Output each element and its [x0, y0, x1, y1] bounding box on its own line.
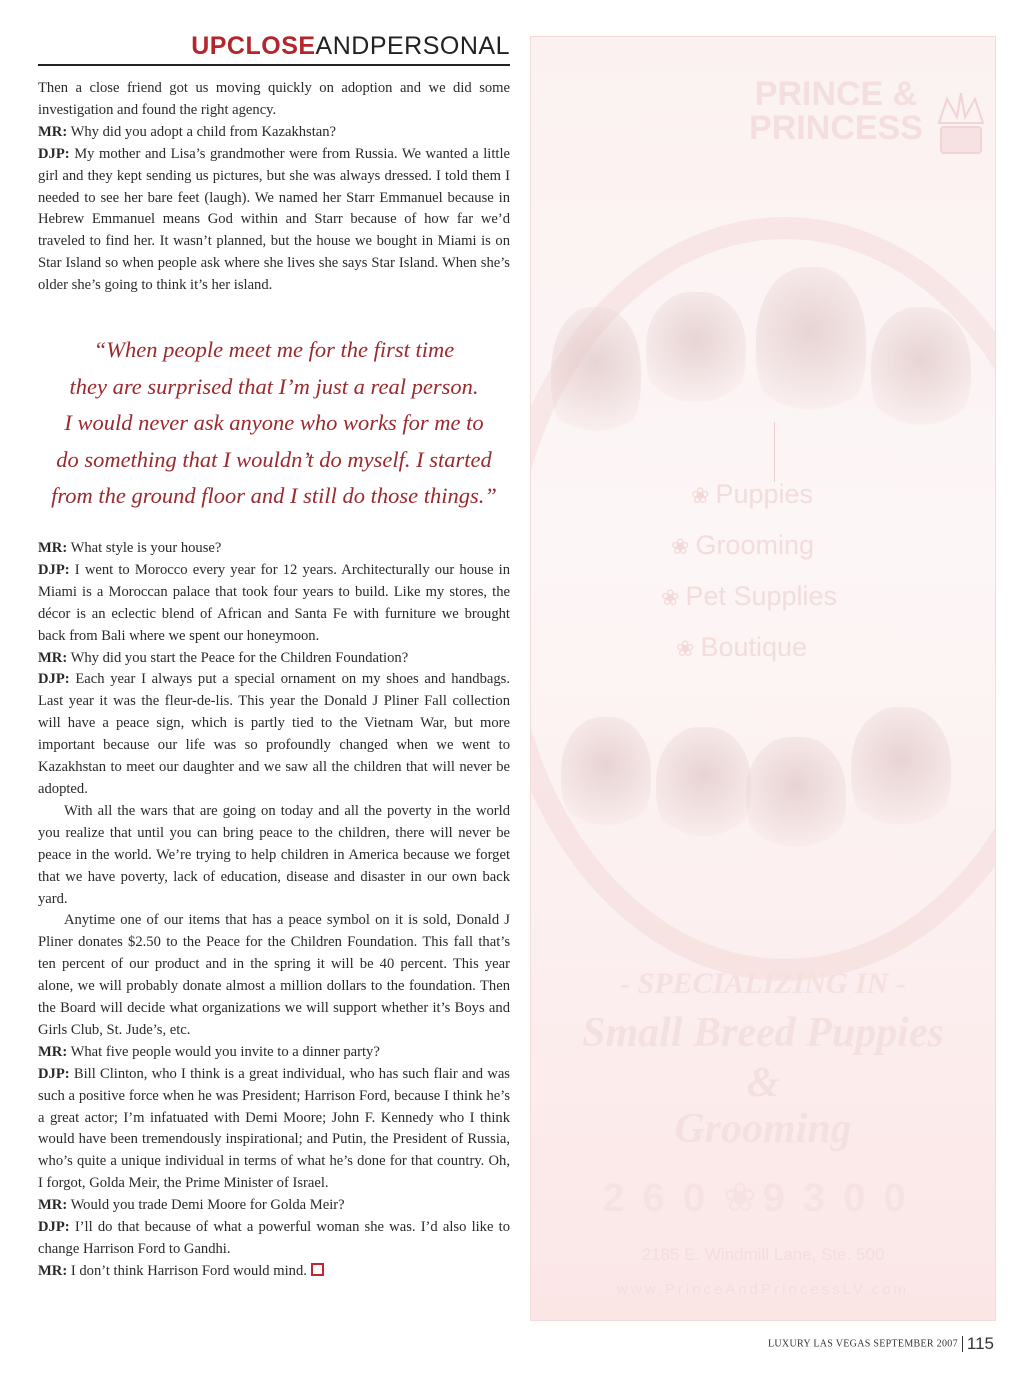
ad-logo [706, 77, 966, 145]
section-title-light: ANDPERSONAL [315, 32, 510, 60]
article-paragraph [38, 1042, 510, 1064]
puppy-photo [656, 727, 751, 847]
paragraph-text: Each year I always put a special ornament on my shoes and handbags. Last year it was the fleur-de-lis. This year the Donald J Pliner Fall collection will have a peace sign, which is partly tied to the Vietnam War, but more important because our life was so profoundly changed when we went to Kazakhstan to meet our daughter and we saw all the children that will never be adopted. [38, 671, 510, 797]
article-paragraph [38, 669, 510, 800]
page-number: 115 [966, 1334, 994, 1353]
ad-service-grooming [671, 530, 971, 561]
paragraph-text: With all the wars that are going on today and all the poverty in the world you realize that until you can bring peace to the children, there will never be peace in the world. We’re trying to help children in America because we forget that we have poverty, lack of education, disease and disaster in our own back yard. [38, 802, 510, 907]
puppy-photo [551, 307, 641, 447]
ad-tagline-line3: Grooming [674, 1106, 852, 1152]
speaker-label: MR: [38, 649, 68, 666]
pull-quote-line: do something that I wouldn’t do myself. I started [56, 446, 492, 472]
article-paragraph [38, 910, 510, 1041]
article-paragraph [38, 648, 510, 670]
ad-tagline-line2: & [746, 1060, 780, 1106]
end-mark-icon [311, 1263, 324, 1276]
paw-icon: ❀ [723, 1176, 763, 1220]
ad-website: www.PrinceAndPrincessLV.com [617, 1281, 909, 1298]
section-header [38, 30, 510, 66]
section-title [191, 30, 510, 62]
speaker-label: DJP: [38, 561, 70, 578]
article-paragraph [38, 1064, 510, 1195]
puppy-photo [746, 737, 846, 857]
ad-service-label: Puppies [715, 479, 814, 509]
header-rule [38, 64, 510, 66]
speaker-label: DJP: [38, 671, 70, 688]
ad-divider [774, 422, 775, 482]
ad-logo-line2: PRINCESS [749, 109, 923, 147]
article-paragraph [38, 1195, 510, 1217]
speaker-label: MR: [38, 1262, 68, 1279]
puppy-photo [756, 267, 866, 427]
footer-publication: LUXURY LAS VEGAS SEPTEMBER 2007 [768, 1338, 958, 1350]
ad-service-pet-supplies [661, 581, 961, 612]
puppy-photo [871, 307, 971, 437]
paw-icon: ❀ [676, 636, 695, 661]
ad-phone-suffix: 9300 [762, 1176, 924, 1220]
paragraph-text: Bill Clinton, who I think is a great individual, who has such flair and was such a positive force when he was President; Harrison Ford, because I think he’s a great actor; I’m infatuated with Demi Moore; John F. Kennedy who I think would have been tremendously inspirational; and Putin, the President of Russia, who’s quite a unique individual in terms of what he’s done for that country. Oh, I forgot, Golda Meir, the Prime Minister of Israel. [38, 1065, 510, 1192]
ad-tagline-line1: Small Breed Puppies [582, 1010, 944, 1056]
crown-icon [931, 85, 991, 165]
speaker-label: MR: [38, 123, 68, 140]
paragraph-text: What style is your house? [70, 540, 222, 556]
puppy-photo [561, 717, 651, 837]
paragraph-text: I went to Morocco every year for 12 years. Architecturally our house in Miami is a Moroccan palace that took four years to build. Like my stores, the décor is an eclectic blend of African and Santa Fe with furniture we brought back from Bali where we spent our honeymoon. [38, 561, 510, 644]
article-paragraph [38, 1217, 510, 1261]
section-title-bold: UPCLOSE [191, 32, 316, 60]
speaker-label: DJP: [38, 145, 70, 162]
advertisement [530, 36, 996, 1321]
pull-quote-line: “When people meet me for the first time [93, 337, 455, 362]
paw-icon: ❀ [691, 483, 710, 508]
article-paragraph [38, 538, 510, 560]
pull-quote-line: they are surprised that I’m just a real person. [69, 373, 479, 399]
paragraph-text: I don’t think Harrison Ford would mind. [70, 1262, 307, 1279]
page-footer [768, 1334, 994, 1354]
pull-quote-line: from the ground floor and I still do those things.” [51, 483, 497, 509]
pull-quote [38, 332, 510, 515]
paw-icon: ❀ [671, 534, 690, 559]
ad-service-label: Boutique [700, 632, 808, 662]
article-paragraph [38, 560, 510, 648]
speaker-label: DJP: [38, 1219, 70, 1236]
article-paragraph [38, 144, 510, 297]
ad-phone-prefix: 260 [602, 1176, 724, 1220]
article-column-top [38, 78, 510, 297]
article-column-bottom [38, 538, 510, 1283]
paragraph-text: Why did you adopt a child from Kazakhstan? [70, 123, 337, 140]
paragraph-text: I’ll do that because of what a powerful woman she was. I’d also like to change Harrison Ford to Gandhi. [38, 1219, 510, 1257]
article-paragraph [38, 122, 510, 144]
paw-icon: ❀ [661, 585, 680, 610]
paragraph-text: Anytime one of our items that has a peace symbol on it is sold, Donald J Pliner donates $2.50 to the Peace for the Children Foundation. This fall that’s ten percent of our product and in the spring it will be 40 percent. This year alone, we will probably donate almost a million dollars to the foundation. Then the Board will decide what organizations we will support whether it’s Boys and Girls Club, St. Jude’s, etc. [38, 912, 510, 1038]
paragraph-text: Then a close friend got us moving quickly on adoption and we did some investigation and found the right agency. [38, 80, 510, 118]
speaker-label: MR: [38, 540, 68, 556]
article-paragraph [38, 1261, 510, 1283]
ad-phone [531, 1175, 995, 1221]
article-paragraph [38, 78, 510, 122]
footer-separator [962, 1336, 963, 1352]
pull-quote-line: I would never ask anyone who works for me to [64, 410, 484, 436]
puppy-photo [851, 707, 951, 837]
paragraph-text: My mother and Lisa’s grandmother were from Russia. We wanted a little girl and they kept sending us pictures, but she was always dressed. I told them I needed to see her bare feet (laugh). We named her Starr Emmanuel because in Hebrew Emmanuel means God within and Starr because of how far we’d traveled to find her. It wasn’t planned, but the house we bought in Miami is on Star Island so when people ask where she lives she says Star Island. When she’s older she’s going to think it’s her island. [38, 145, 510, 294]
ad-service-puppies [691, 479, 991, 510]
speaker-label: DJP: [38, 1065, 70, 1082]
ad-service-boutique [676, 632, 976, 663]
ad-specializing: - SPECIALIZING IN - [620, 967, 906, 1000]
puppy-photo [646, 292, 746, 412]
ad-service-label: Pet Supplies [685, 581, 838, 611]
article-paragraph [38, 801, 510, 911]
paragraph-text: Would you trade Demi Moore for Golda Meir? [70, 1197, 345, 1214]
ad-logo-line1: PRINCE & [754, 75, 918, 113]
speaker-label: MR: [38, 1043, 68, 1060]
paragraph-text: What five people would you invite to a dinner party? [70, 1043, 380, 1060]
paragraph-text: Why did you start the Peace for the Children Foundation? [70, 649, 409, 666]
speaker-label: MR: [38, 1197, 68, 1214]
ad-service-label: Grooming [695, 530, 814, 560]
ad-address: 2185 E. Windmill Lane, Ste. 500 [641, 1245, 885, 1264]
